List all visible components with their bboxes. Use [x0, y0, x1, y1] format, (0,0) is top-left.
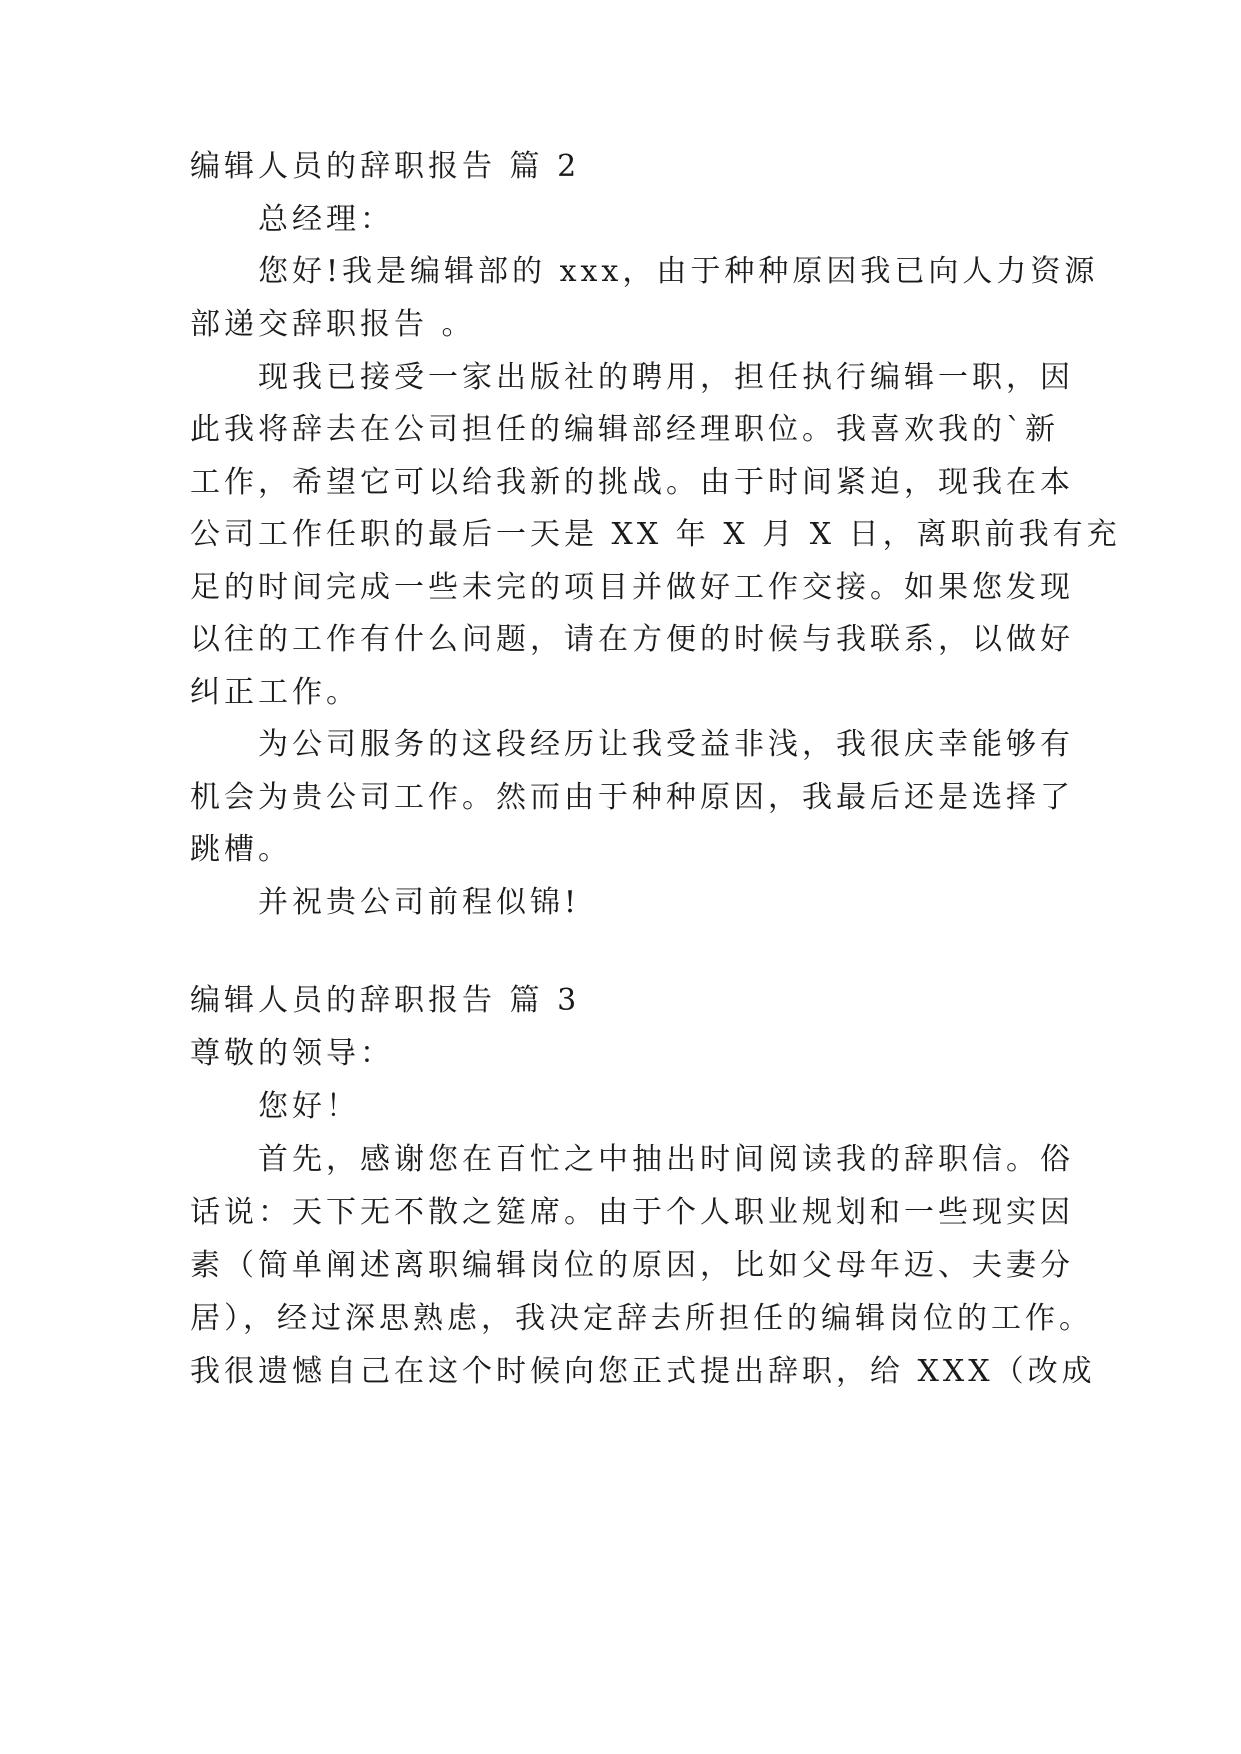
paragraph-line: 首先，感谢您在百忙之中抽出时间阅读我的辞职信。俗: [258, 1142, 1074, 1177]
section-title: 编辑人员的辞职报告 篇 2: [190, 149, 581, 184]
paragraph-line: 我很遗憾自己在这个时候向您正式提出辞职，给 XXX（改成: [190, 1354, 1096, 1389]
paragraph-line: 机会为贵公司工作。然而由于种种原因，我最后还是选择了: [190, 780, 1074, 815]
salutation: 尊敬的领导：: [190, 1036, 394, 1071]
greeting: 您好！: [258, 1089, 360, 1124]
paragraph-line: 并祝贵公司前程似锦!: [258, 885, 581, 920]
paragraph-line: 足的时间完成一些未完的项目并做好工作交接。如果您发现: [190, 570, 1074, 605]
paragraph-line: 为公司服务的这段经历让我受益非浅，我很庆幸能够有: [258, 727, 1074, 762]
paragraph-line: 居），经过深思熟虑，我决定辞去所担任的编辑岗位的工作。: [190, 1301, 1093, 1336]
paragraph-line: 以往的工作有什么问题，请在方便的时候与我联系，以做好: [190, 622, 1074, 657]
paragraph-line: 纠正工作。: [190, 675, 360, 710]
paragraph-line: 跳槽。: [190, 832, 292, 867]
salutation: 总经理：: [258, 202, 394, 237]
paragraph-line: 您好!我是编辑部的 xxx，由于种种原因我已向人力资源: [258, 254, 1099, 289]
paragraph-line: 素（简单阐述离职编辑岗位的原因，比如父母年迈、夫妻分: [190, 1248, 1074, 1283]
paragraph-line: 公司工作任职的最后一天是 XX 年 X 月 X 日，离职前我有充: [190, 517, 1121, 552]
paragraph-line: 部递交辞职报告 。: [190, 307, 476, 342]
paragraph-line: 现我已接受一家出版社的聘用，担任执行编辑一职，因: [258, 360, 1074, 395]
paragraph-line: 此我将辞去在公司担任的编辑部经理职位。我喜欢我的`新: [190, 412, 1059, 447]
paragraph-line: 话说：天下无不散之筵席。由于个人职业规划和一些现实因: [190, 1195, 1074, 1230]
paragraph-line: 工作，希望它可以给我新的挑战。由于时间紧迫，现我在本: [190, 465, 1074, 500]
section-title: 编辑人员的辞职报告 篇 3: [190, 983, 581, 1018]
